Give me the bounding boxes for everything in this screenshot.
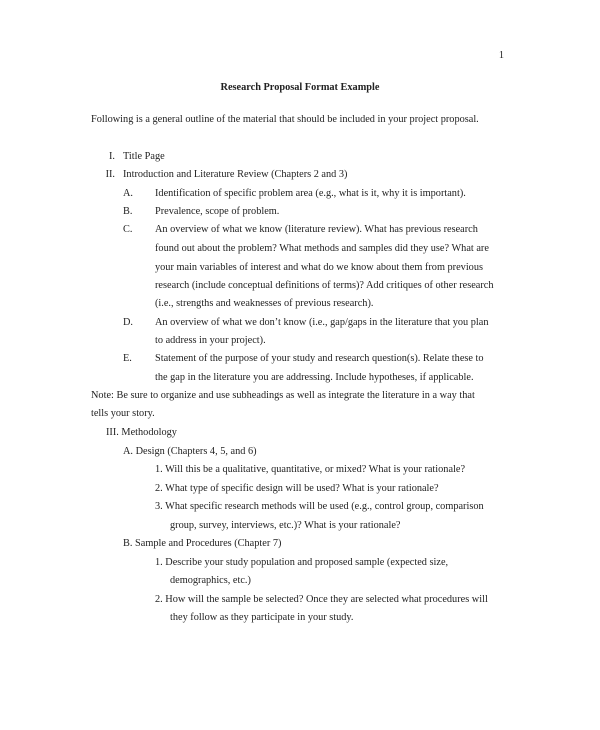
subitem-a-line-1: Identification of specific problem area (e.g., what is it, why it is important). — [155, 188, 466, 199]
page-number: 1 — [498, 50, 504, 61]
subitem-d-line-2: to address in your project). — [155, 335, 266, 346]
subitem-c-line-5: (i.e., strengths and weaknesses of previous research). — [155, 298, 374, 309]
sample-item-1-line-1: 1. Describe your study population and proposed sample (expected size, — [155, 557, 449, 568]
sample-item-1-line-2: demographics, etc.) — [170, 575, 251, 586]
section-design-heading: A. Design (Chapters 4, 5, and 6) — [123, 446, 257, 457]
design-item-2-line-1: 2. What type of specific design will be used? What is your rationale? — [155, 483, 439, 494]
subitem-d-line-1: An overview of what we don’t know (i.e., gap/gaps in the literature that you plan — [155, 317, 489, 328]
design-item-3-line-1: 3. What specific research methods will be used (e.g., control group, comparison — [155, 501, 484, 512]
note-line-1: Note: Be sure to organize and use subheadings as well as integrate the literature in a way that — [91, 390, 475, 401]
subitem-marker-a: A. — [123, 188, 134, 199]
outline-item-i: Title Page — [123, 151, 165, 162]
note-line-2: tells your story. — [91, 408, 155, 419]
outline-marker-i: I. — [108, 151, 115, 162]
subitem-c-line-1: An overview of what we know (literature review). What has previous research — [155, 224, 478, 235]
design-item-1-line-1: 1. Will this be a qualitative, quantitative, or mixed? What is your rationale? — [155, 464, 466, 475]
sample-item-2-line-2: they follow as they participate in your study. — [170, 612, 354, 623]
intro-paragraph: Following is a general outline of the material that should be included in your project proposal. — [91, 114, 479, 125]
subitem-marker-d: D. — [123, 317, 134, 328]
subitem-c-line-2: found out about the problem? What methods and samples did they use? What are — [155, 243, 489, 254]
subitem-e-line-2: the gap in the literature you are addressing. Include hypotheses, if applicable. — [155, 372, 474, 383]
subitem-b-line-1: Prevalence, scope of problem. — [155, 206, 280, 217]
document-title: Research Proposal Format Example — [220, 82, 380, 93]
section-sample-heading: B. Sample and Procedures (Chapter 7) — [123, 538, 282, 549]
outline-marker-ii: II. — [105, 169, 115, 180]
subitem-marker-b: B. — [123, 206, 133, 217]
subitem-e-line-1: Statement of the purpose of your study and research question(s). Relate these to — [155, 353, 484, 364]
outline-item-ii: Introduction and Literature Review (Chapters 2 and 3) — [123, 169, 348, 180]
sample-item-2-line-1: 2. How will the sample be selected? Once they are selected what procedures will — [155, 594, 488, 605]
design-item-3-line-2: group, survey, interviews, etc.)? What is your rationale? — [170, 520, 401, 531]
subitem-marker-c: C. — [123, 224, 133, 235]
subitem-marker-e: E. — [123, 353, 132, 364]
outline-item-iii: III. Methodology — [106, 427, 177, 438]
subitem-c-line-3: your main variables of interest and what do we know about them from previous — [155, 262, 483, 273]
subitem-c-line-4: research (include conceptual definitions of terms)? Add critiques of other research — [155, 280, 494, 291]
